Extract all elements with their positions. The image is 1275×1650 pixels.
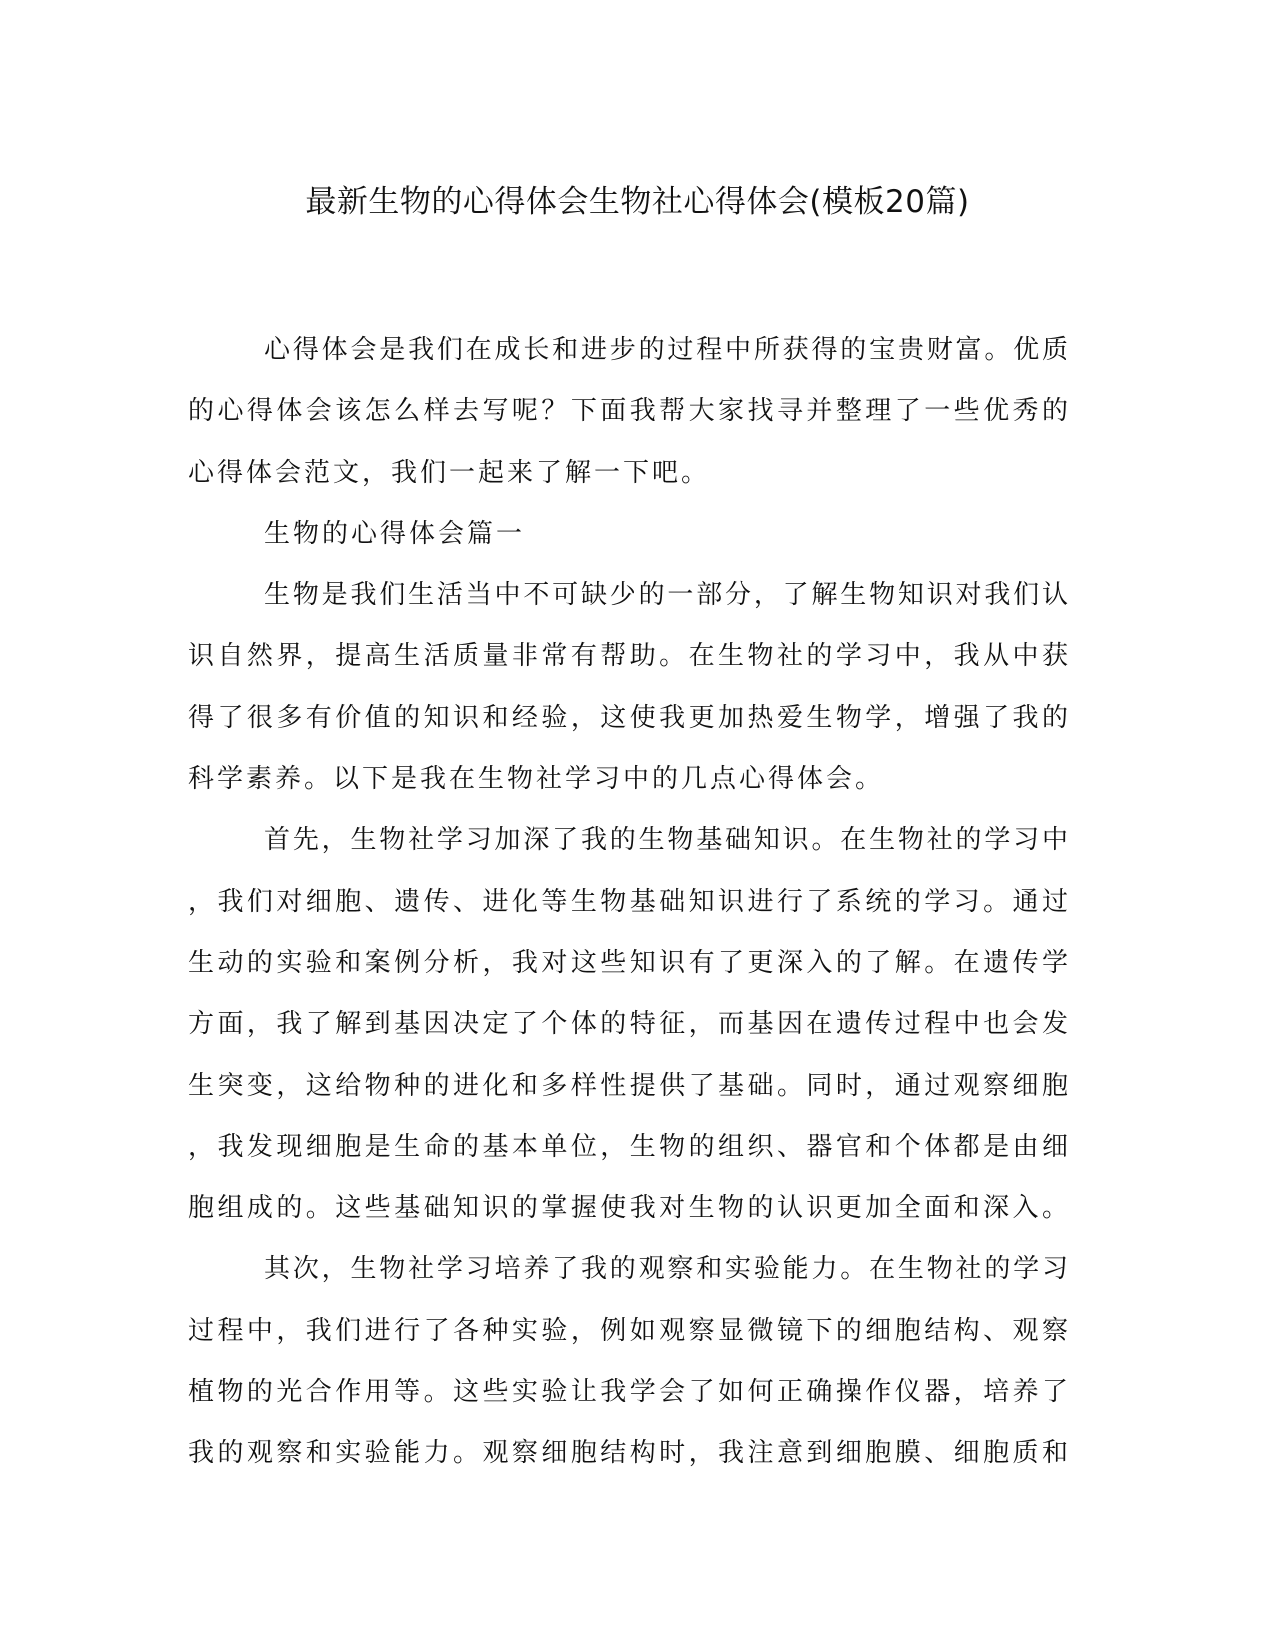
text-line: 植物的光合作用等。这些实验让我学会了如何正确操作仪器，培养了 <box>188 1377 1068 1408</box>
text-line: 识自然界，提高生活质量非常有帮助。在生物社的学习中，我从中获 <box>188 641 1068 672</box>
text-line: 方面，我了解到基因决定了个体的特征，而基因在遗传过程中也会发 <box>188 1009 1068 1040</box>
text-line: 胞组成的。这些基础知识的掌握使我对生物的认识更加全面和深入。 <box>188 1193 1068 1224</box>
text-line: 生动的实验和案例分析，我对这些知识有了更深入的了解。在遗传学 <box>188 947 1068 978</box>
text-line: 过程中，我们进行了各种实验，例如观察显微镜下的细胞结构、观察 <box>188 1315 1068 1346</box>
text-line: 我的观察和实验能力。观察细胞结构时，我注意到细胞膜、细胞质和 <box>188 1438 1068 1469</box>
text-line: ，我们对细胞、遗传、进化等生物基础知识进行了系统的学习。通过 <box>188 886 1068 917</box>
document-body <box>188 320 1068 1485</box>
text-line: ，我发现细胞是生命的基本单位，生物的组织、器官和个体都是由细 <box>188 1131 1068 1162</box>
text-line: 其次，生物社学习培养了我的观察和实验能力。在生物社的学习 <box>264 1254 1068 1285</box>
document-title: 最新生物的心得体会生物社心得体会(模板20篇) <box>305 184 970 220</box>
text-line: 心得体会是我们在成长和进步的过程中所获得的宝贵财富。优质 <box>264 335 1068 365</box>
text-line: 的心得体会该怎么样去写呢？下面我帮大家找寻并整理了一些优秀的 <box>188 396 1068 427</box>
text-line: 首先，生物社学习加深了我的生物基础知识。在生物社的学习中 <box>264 825 1068 856</box>
text-line: 心得体会范文，我们一起来了解一下吧。 <box>188 457 711 488</box>
text-line: 得了很多有价值的知识和经验，这使我更加热爱生物学，增强了我的 <box>188 702 1068 733</box>
text-line: 生物的心得体会篇一 <box>264 518 526 549</box>
text-line: 科学素养。以下是我在生物社学习中的几点心得体会。 <box>188 764 885 795</box>
text-line: 生突变，这给物种的进化和多样性提供了基础。同时，通过观察细胞 <box>188 1070 1068 1101</box>
text-line: 生物是我们生活当中不可缺少的一部分，了解生物知识对我们认 <box>264 580 1068 611</box>
